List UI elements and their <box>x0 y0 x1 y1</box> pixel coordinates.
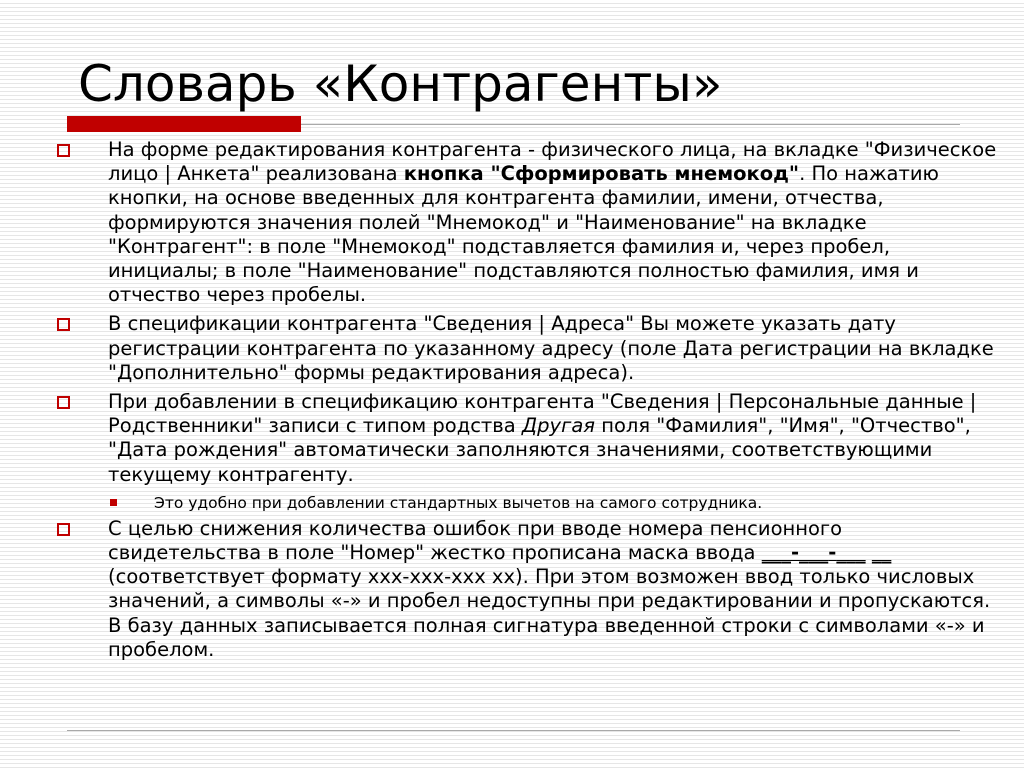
bottom-divider <box>67 730 960 731</box>
bullet-text: При добавлении в спецификацию контрагента "Сведения | Персональные данные | Родственники" записи с типом родства <box>108 390 977 438</box>
bullet-item-address <box>55 312 1000 385</box>
bullet-item-relatives <box>55 390 1000 487</box>
hollow-square-bullet-icon <box>57 318 70 331</box>
filled-square-bullet-icon <box>110 499 117 506</box>
bullet-text: поля "Фамилия", "Имя", "Отчество", "Дата рождения" автоматически заполняются значениями, соответствующими текущему контрагенту. <box>108 414 971 486</box>
slide-title: Словарь «Контрагенты» <box>78 55 723 113</box>
bullet-text: В спецификации контрагента "Сведения | Адреса" Вы можете указать дату регистрации контрагента по указанному адресу (поле Дата регистрации на вкладке "Дополнительно" формы редактирования адреса). <box>108 312 994 384</box>
bullet-item-pension-mask <box>55 517 1000 662</box>
mask-segment: ___ <box>761 541 791 565</box>
bullet-text: На форме редактирования контрагента - физического лица, на вкладке "Физическое лицо | Анкета" реализована <box>108 138 997 186</box>
hollow-square-bullet-icon <box>57 144 70 157</box>
mask-segment: ___ <box>799 541 829 565</box>
sub-bullet-item <box>55 492 1000 514</box>
bullet-item-mnemocode <box>55 138 1000 307</box>
mask-separator: - <box>790 541 800 565</box>
slide-content <box>55 138 1000 667</box>
bullet-text: . По нажатию кнопки, на основе введенных для контрагента фамилии, имени, отчества, формируются значения полей "Мнемокод" и "Наименование" на вкладке "Контрагент": в поле "Мнемокод" подставляется фамилия и, через пробел, инициалы; в поле "Наименование" подставляются полностью фамилия, имя и отчество через пробелы. <box>108 162 939 307</box>
mask-segment: ___ <box>836 541 866 565</box>
sub-bullet-text: Это удобно при добавлении стандартных вычетов на самого сотрудника. <box>154 493 763 512</box>
hollow-square-bullet-icon <box>57 396 70 409</box>
bullet-text: (соответствует формату ххх-ххх-ххх хх). При этом возможен ввод только числовых значений, а символы «-» и пробел недоступны при редактировании и пропускаются. В базу данных записывается полная сигнатура введенной строки с символами «-» и пробелом. <box>108 565 991 661</box>
bullet-bold-text: кнопка "Сформировать мнемокод" <box>403 162 800 186</box>
title-accent-bar <box>67 116 301 132</box>
bullet-italic-text: Другая <box>521 414 595 438</box>
mask-separator: - <box>828 541 837 565</box>
bullet-text: С целью снижения количества ошибок при вводе номера пенсионного свидетельства в поле "Номер" жестко прописана маска ввода <box>108 516 843 565</box>
mask-segment: __ <box>871 541 892 565</box>
hollow-square-bullet-icon <box>57 523 70 536</box>
